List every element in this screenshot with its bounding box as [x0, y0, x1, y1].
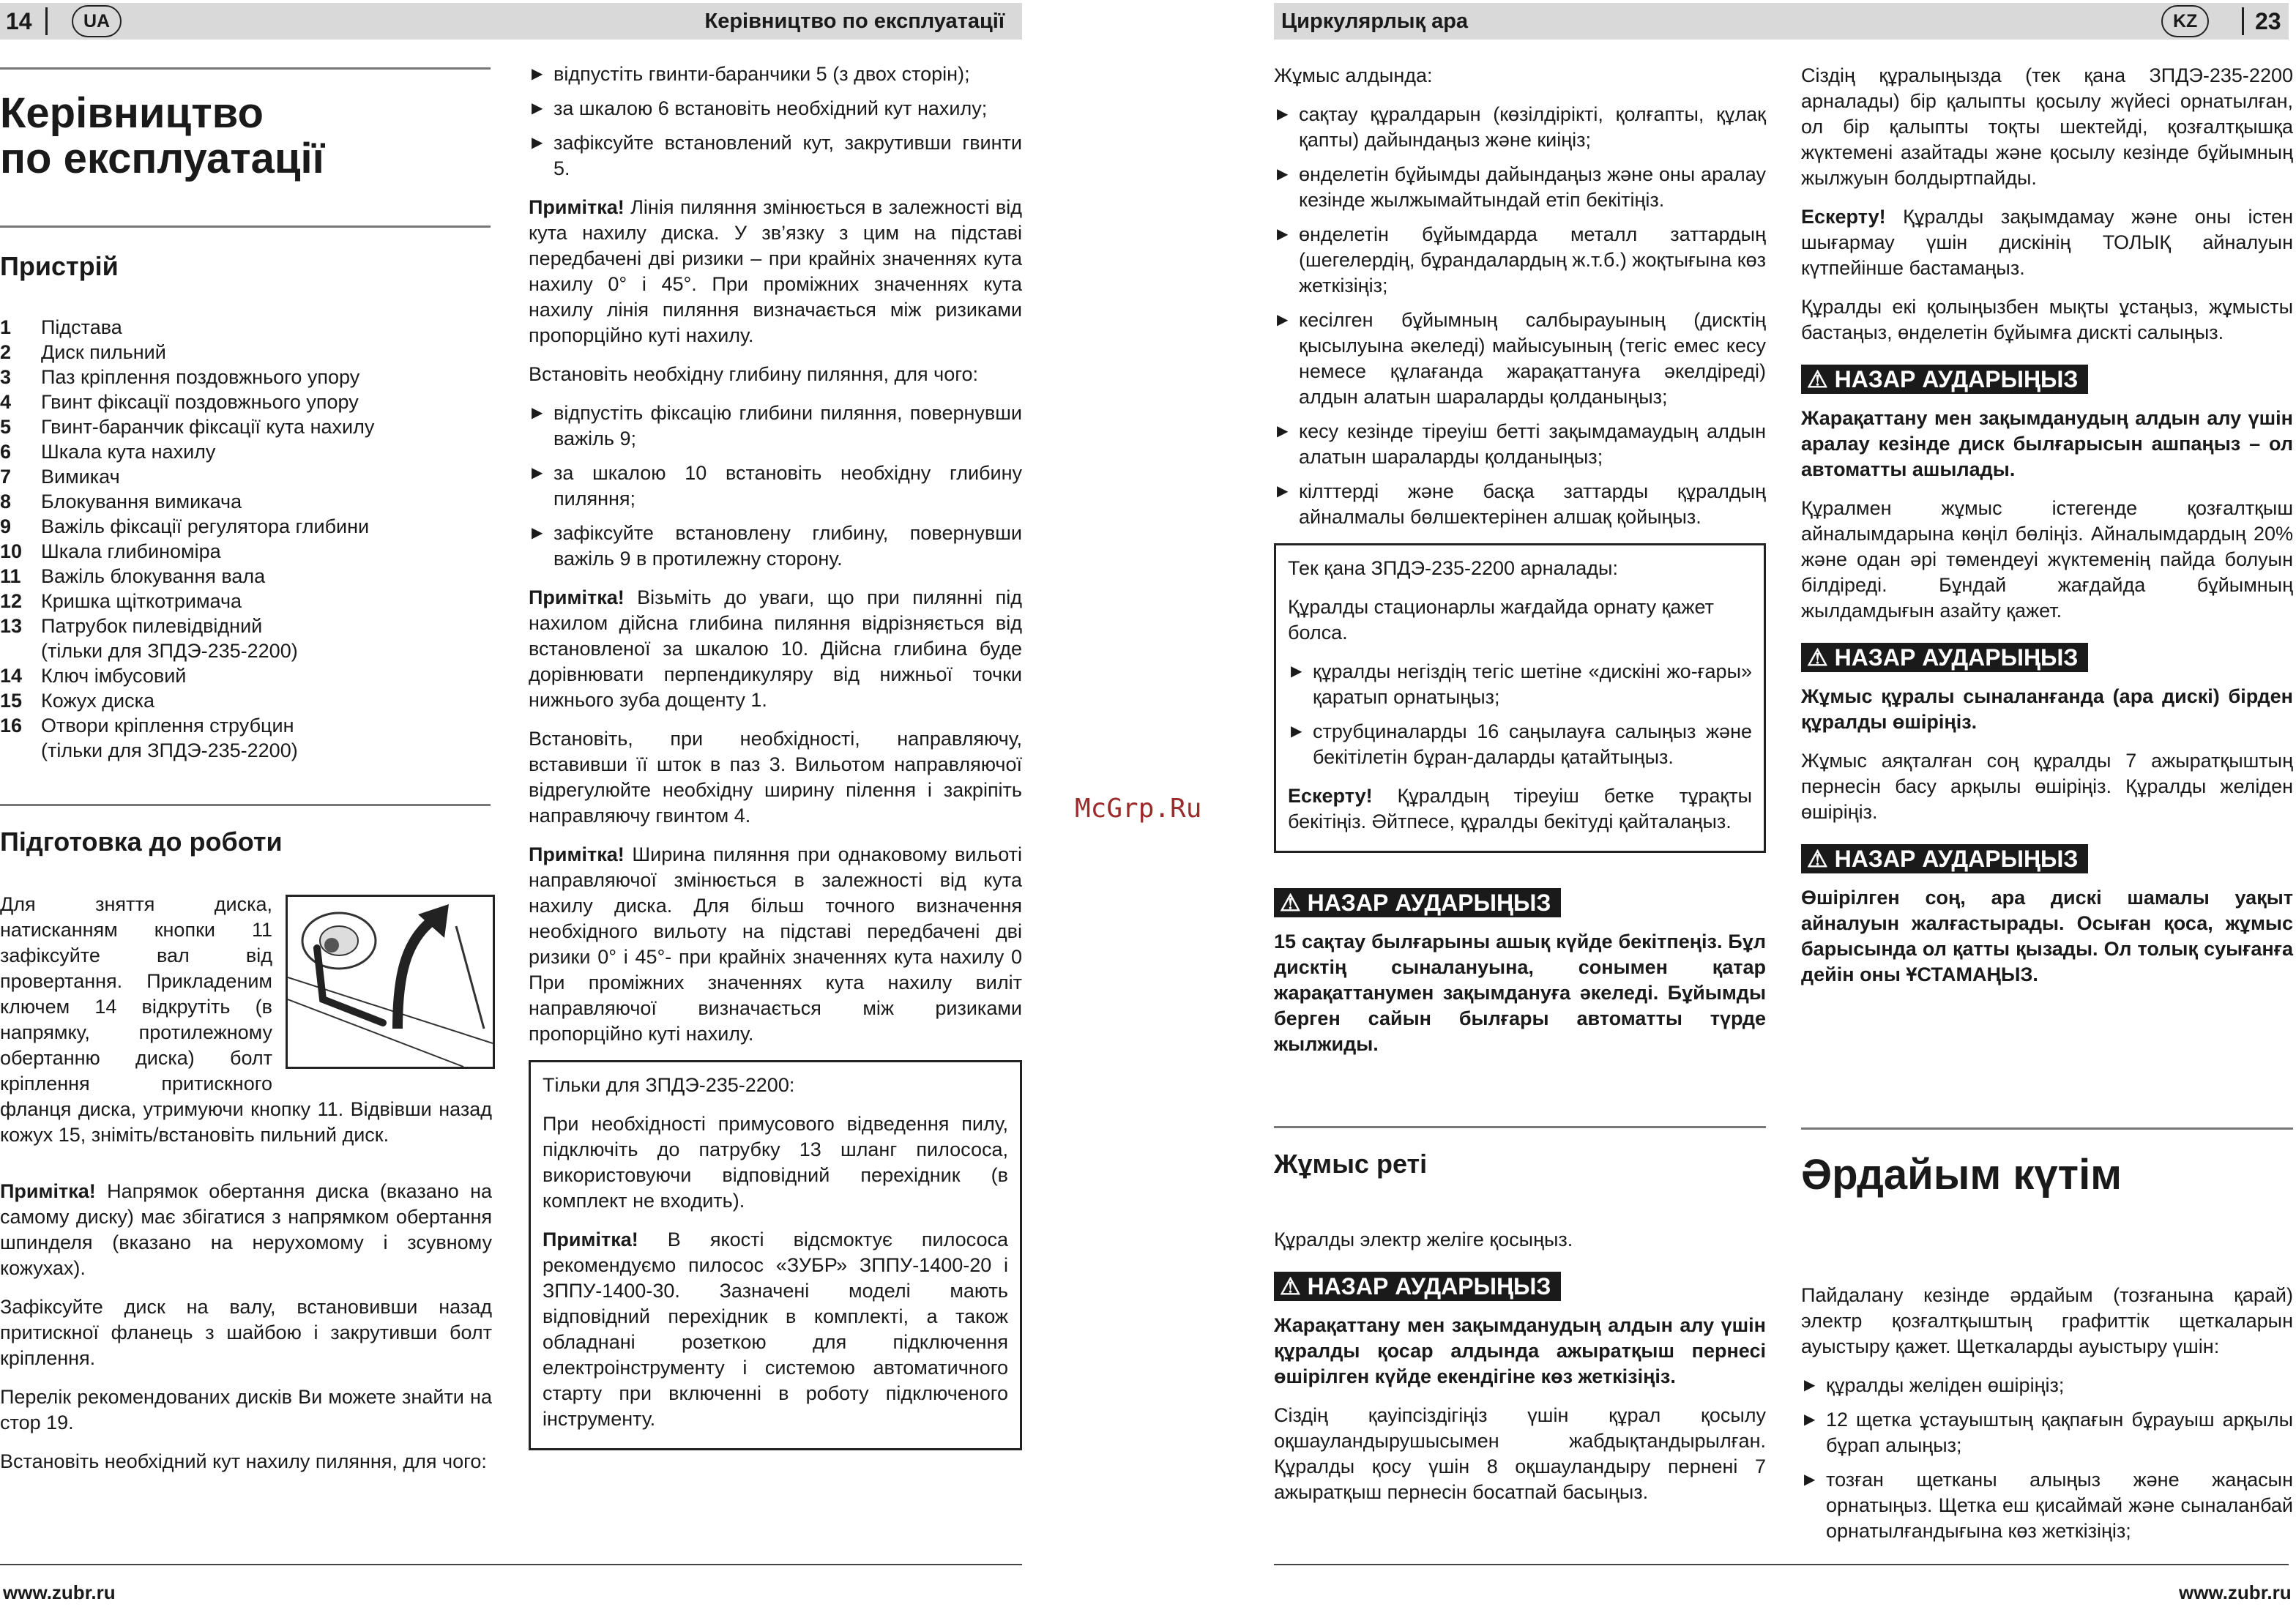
note-label: Примітка! — [529, 586, 625, 608]
part-label: Кришка щіткотримача — [41, 590, 242, 612]
list-item — [1288, 659, 1752, 710]
work-paragraph-1: Құралды электр желіге қосыңыз. — [1274, 1229, 1573, 1250]
part-number: 14 — [0, 665, 23, 687]
warning-icon: ⚠ — [1280, 890, 1301, 916]
part-label: Шкала глибиноміра — [41, 540, 221, 562]
warning-2-text: Жарақаттану мен зақымданудың алдын алу үшін құралды қосар алдында ажыратқыш пернесі өшірілген күйде екендігіне көз жеткізіңіз. — [1274, 1314, 1766, 1387]
care-paragraph-1: Пайдалану кезінде әрдайым (тозғанына қарай) электр қозғалтқыштың графиттік щеткаларын ауыстыру қажет. Щеткаларды ауыстыру үшін: — [1801, 1284, 2293, 1357]
left-page-number: 14 — [6, 8, 32, 34]
list-item-text: өнделетін бұйымды дайындаңыз және оны аралау кезінде жылжымайтындай етіп бекітіңіз. — [1299, 163, 1766, 211]
part-number: 8 — [0, 491, 12, 512]
depth-steps — [529, 400, 1022, 572]
warning-banner — [1801, 365, 2088, 394]
parts-list — [0, 315, 491, 763]
stationary-mount-box — [1274, 543, 1766, 853]
note-label: Примітка! — [529, 843, 625, 865]
part-label: Гвинт фіксації поздовжнього упору — [41, 391, 359, 413]
box-steps — [1288, 659, 1752, 770]
part-number: 4 — [0, 391, 12, 413]
list-item — [529, 130, 1022, 182]
list-item — [1274, 102, 1766, 153]
c2-paragraph-2: Құралды екі қолыңызбен мықты ұстаңыз, жұмысты бастаңыз, өнделетін бұйымға дискті салыңыз. — [1801, 296, 2293, 343]
bullet-icon: ▶ — [532, 100, 543, 116]
parts-list-item — [0, 688, 491, 713]
part-label: Диск пильний — [41, 341, 166, 363]
list-item — [1274, 307, 1766, 410]
prep-paragraph-4: Перелік рекомендованих дисків Ви можете знайти на стор 19. — [0, 1386, 492, 1434]
part-number: 6 — [0, 441, 12, 463]
watermark: McGrp.Ru — [1075, 794, 1202, 824]
part-number — [0, 638, 41, 663]
prep-paragraph-3: Зафіксуйте диск на валу, встановивши назад притискної фланець з шайбою і закрутивши болт кріплення. — [0, 1296, 492, 1369]
list-item — [1801, 1373, 2293, 1398]
angle-steps — [529, 61, 1022, 182]
list-item — [1274, 479, 1766, 530]
list-item — [529, 521, 1022, 572]
page-title-line2: по експлуатації — [0, 135, 324, 182]
warning-label: НАЗАР АУДАРЫҢЫЗ — [1307, 1273, 1551, 1300]
part-number: 9 — [0, 515, 12, 537]
warning-3-text: Жарақаттану мен зақымданудың алдын алу үшін аралау кезінде диск былғарысын ашпаңыз – ол автоматты ашылады. — [1801, 407, 2293, 480]
list-item — [529, 61, 1022, 87]
box-title: Тільки для ЗПДЭ-235-2200: — [543, 1074, 795, 1096]
box-paragraph: Құралды стационарлы жағдайда орнату қажет болса. — [1288, 596, 1714, 644]
work-paragraph-2: Сіздің қауіпсіздігіңіз үшін құрал қосылу оқшауландырушысымен жабдықтандырылған. Құралды қосу үшін 8 оқшауландыру пернені 7 ажыратқыш пернесін босатпай басыңыз. — [1274, 1404, 1766, 1503]
work-heading: Жұмыс реті — [1274, 1149, 1428, 1179]
part-number: 13 — [0, 615, 23, 637]
right-footer-url[interactable]: www.zubr.ru — [2179, 1581, 2292, 1603]
c2-paragraph-1: Сіздің құралыңызда (тек қана ЗПДЭ-235-2200 арналады) бір қалыпты қосылу жүйесі орнатылған, ол бір қалыпты тоқты шектейді, қозғалтқышқа жүктемені азайтады және қосылу кезінде бұйымның жылжуын болдыртпайды. — [1801, 64, 2293, 189]
box-note — [1288, 783, 1752, 835]
part-label: Патрубок пилевідвідний — [41, 615, 263, 637]
care-steps — [1801, 1373, 2293, 1544]
warning-label: НАЗАР АУДАРЫҢЫЗ — [1307, 890, 1551, 916]
part-label: Ключ імбусовий — [41, 665, 187, 687]
warning-icon: ⚠ — [1807, 644, 1828, 671]
parts-list-item — [0, 713, 491, 738]
prep-heading: Підготовка до роботи — [0, 827, 283, 857]
part-label: Шкала кута нахилу — [41, 441, 216, 463]
note-text: Лінія пиляння змінюється в залежності від кута нахилу диска. У зв’язку з цим на підставі передбачені дві ризики – при крайніх значеннях кута нахилу 0° і 45°. При проміжних значеннях кута нахилу лінія пиляння визначається між ризиками пропорційно куті нахилу. — [529, 196, 1022, 346]
box-note — [543, 1227, 1008, 1432]
prep-rule — [0, 804, 491, 806]
mid-note-2 — [529, 585, 1022, 713]
care-rule — [1801, 1127, 2293, 1130]
list-item — [1274, 222, 1766, 299]
list-item-text: зафіксуйте встановлену глибину, повернувши важіль 9 в протилежну сторону. — [554, 522, 1022, 570]
bullet-icon: ▶ — [532, 405, 543, 421]
right-separator — [2242, 7, 2244, 35]
left-separator — [45, 7, 48, 35]
list-item-text: құралды негіздің тегіс шетіне «дискіні жо-ғары» қаратып орнатыңыз; — [1313, 660, 1752, 708]
list-item-text: тозған щетканы алыңыз және жаңасын орнатыңыз. Щетка еш қисаймай және сыналанбай орнатылғандығына көз жеткізіңіз; — [1826, 1469, 2293, 1542]
parts-list-item — [0, 663, 491, 688]
title-rule-left — [0, 67, 491, 70]
warning-icon: ⚠ — [1807, 366, 1828, 392]
warning-icon: ⚠ — [1807, 846, 1828, 872]
bullet-icon: ▶ — [532, 135, 543, 151]
left-column-text — [0, 892, 492, 1161]
warning-banner — [1801, 643, 2088, 672]
parts-list-item — [0, 539, 491, 564]
warning-banner — [1274, 888, 1561, 917]
part-label: (тільки для ЗПДЭ-235-2200) — [41, 640, 298, 662]
part-number: 3 — [0, 366, 12, 388]
part-label: Паз кріплення поздовжнього упору — [41, 366, 360, 388]
list-item-text: відпустіть гвинти-баранчики 5 (з двох сторін); — [554, 63, 970, 85]
warning-4-text: Жұмыс құралы сыналанғанда (ара дискі) бірден құралды өшіріңіз. — [1801, 685, 2293, 733]
bullet-icon: ▶ — [1277, 312, 1289, 328]
list-item-text: кесу кезінде тіреуіш бетті зақымдамаудың алдын алатын шараларды қолданыңыз; — [1299, 420, 1766, 468]
warning-label: НАЗАР АУДАРЫҢЫЗ — [1834, 846, 2079, 872]
right-header-title: Циркулярлық ара — [1281, 10, 1469, 33]
prep-note — [0, 1179, 492, 1281]
left-page — [0, 0, 1025, 1618]
page-title-line1: Керівництво — [0, 89, 264, 137]
bullet-icon: ▶ — [1804, 1377, 1816, 1393]
left-header-title: Керівництво по експлуатації — [704, 10, 1004, 33]
prep-text-1: Для зняття диска, натисканням кнопки 11 зафіксуйте вал від провертання. Прикладеним ключем 14 відкрутіть (в напрямку, протилежному обертанню диска) болт кріплення притискного фланця диска, утримуючи кнопку 11. Відвівши назад кожух 15, зніміть/встановіть пильний диск. — [0, 893, 492, 1146]
parts-list-item — [0, 638, 491, 663]
note-text: В якості відсмоктує пилососа рекомендуємо пилосос «ЗУБР» ЗППУ-1400-20 і ЗППУ-1400-30. Зазначені моделі мають відповідний перехідник в комплекті, а також обладнані розеткою для підключення електроінструменту і системою автоматичного старту при включенні в роботу підключеного інструменту. — [543, 1229, 1008, 1430]
bullet-icon: ▶ — [1277, 483, 1289, 499]
figure-float-spacer — [272, 892, 492, 1073]
parts-list-item — [0, 389, 491, 414]
lang-badge-ua: UA — [72, 5, 122, 37]
list-item — [1801, 1467, 2293, 1544]
device-heading: Пристрій — [0, 251, 119, 281]
warning-label: НАЗАР АУДАРЫҢЫЗ — [1834, 644, 2079, 671]
note-text: Ширина пиляння при однаковому вильоті направляючої змінюється в залежності від кута нахилу диска. Для більш точного визначення необхідного вильоту на підставі передбачені дві ризики 0° і 45°- при крайніх значеннях кута нахилу 0 При проміжних значеннях кута нахилу виліт направляючої визначається між ризиками пропорційно куті нахилу. — [529, 843, 1022, 1045]
warning-banner — [1274, 1272, 1561, 1301]
right-column-2b — [1801, 1283, 2293, 1557]
prep-paragraph-5: Встановіть необхідний кут нахилу пиляння, для чого: — [0, 1450, 487, 1472]
left-footer-rule — [0, 1564, 1022, 1565]
list-item — [529, 400, 1022, 452]
bullet-icon: ▶ — [1291, 663, 1302, 679]
c2-paragraph-3: Құралмен жұмыс істегенде қозғалтқыш айналымдарына көңіл бөліңіз. Айналымдардың 20% және одан әрі төмендеуі жүктеменің пайда болуын білдіреді. Бұндай жағдайда бұйымның жылдамдығын азайту қажет. — [1801, 497, 2293, 622]
parts-list-item — [0, 738, 491, 763]
bullet-icon: ▶ — [1804, 1412, 1816, 1428]
list-item-text: құралды желіден өшіріңіз; — [1826, 1374, 2065, 1396]
list-item-text: за шкалою 10 встановіть необхідну глибину пиляння; — [554, 462, 1022, 510]
part-number: 1 — [0, 316, 12, 338]
part-label: Важіль блокування вала — [41, 565, 266, 587]
right-column-1b — [1274, 1227, 1766, 1518]
care-title: Әрдайым күтім — [1801, 1151, 2122, 1198]
parts-list-item — [0, 315, 491, 340]
list-item-text: сақтау құралдарын (көзілдірікті, қолғапты, құлақ қапты) дайындаңыз және киіңіз; — [1299, 103, 1766, 151]
list-item-text: кесілген бұйымның салбырауының (дисктің қысылуына әкеледі) майысуының (тегіс емес кесу немесе құлағанда жарақаттануға әкелдіреді) алдын алатын шараларды қолданыңыз; — [1299, 309, 1766, 408]
right-footer-rule — [1274, 1564, 2289, 1565]
bullet-icon: ▶ — [532, 66, 543, 82]
part-number: 16 — [0, 715, 23, 737]
parts-list-item — [0, 564, 491, 589]
list-item — [1274, 162, 1766, 213]
list-item-text: відпустіть фіксацію глибини пиляння, повернувши важіль 9; — [554, 402, 1022, 450]
note-label: Ескерту! — [1288, 785, 1373, 807]
parts-list-item — [0, 365, 491, 389]
note-text: Құралды зақымдамау және оны істен шығармау үшін дискінің ТОЛЫҚ айналуын күтпейінше бастамаңыз. — [1801, 206, 2293, 279]
mid-note-3 — [529, 842, 1022, 1047]
c2-note — [1801, 204, 2293, 281]
left-column-text-2 — [0, 1179, 492, 1488]
work-rule — [1274, 1126, 1766, 1128]
list-item-text: кілттерді және басқа заттарды құралдың айналмалы бөлшектерінен алшақ қойыңыз. — [1299, 480, 1766, 528]
bullet-icon: ▶ — [532, 465, 543, 481]
middle-column — [529, 61, 1022, 1450]
list-item-text: зафіксуйте встановлений кут, закрутивши гвинти 5. — [554, 132, 1022, 179]
note-text: Візьміть до уваги, що при пилянні під нахилом дійсна глибина пиляння відрізняється від встановленої за шкалою 10. Дійсна глибина буде дорівнювати перпендикуляру від нижньої точки нижнього зуба дощенту 1. — [529, 586, 1022, 711]
note-label: Примітка! — [529, 196, 625, 218]
bullet-icon: ▶ — [1291, 723, 1302, 739]
bullet-icon: ▶ — [1277, 166, 1289, 182]
note-label: Примітка! — [0, 1180, 96, 1202]
part-number: 2 — [0, 341, 12, 363]
c2-paragraph-4: Жұмыс аяқталған соң құралды 7 ажыратқыштың пернесін басу арқылы өшіріңіз. Құралды желіден өшіріңіз. — [1801, 750, 2293, 823]
list-item-text: струбциналарды 16 саңылауға салыңыз және бекітілетін бұран-даларды қатайтыңыз. — [1313, 720, 1752, 768]
part-number: 15 — [0, 690, 23, 712]
bullet-icon: ▶ — [1277, 106, 1289, 122]
lang-badge-kz: KZ — [2161, 5, 2209, 37]
box-paragraph: При необхідності примусового відведення пилу, підключіть до патрубку 13 шланг пилососа, використовуючи відповідний перехідник (в комплект не входить). — [543, 1113, 1008, 1212]
part-number: 12 — [0, 590, 23, 612]
list-item — [529, 96, 1022, 122]
page-title — [0, 91, 491, 182]
part-number: 5 — [0, 416, 12, 438]
parts-list-item — [0, 340, 491, 365]
parts-list-item — [0, 414, 491, 439]
list-item — [1274, 419, 1766, 470]
parts-list-item — [0, 439, 491, 464]
right-header-bar — [1274, 3, 2289, 40]
list-item — [1801, 1407, 2293, 1458]
bullet-icon: ▶ — [1277, 226, 1289, 242]
bullet-icon: ▶ — [1277, 423, 1289, 439]
box-title: Тек қана ЗПДЭ-235-2200 арналады: — [1288, 557, 1618, 579]
part-label: Підстава — [41, 316, 122, 338]
bullet-icon: ▶ — [1804, 1472, 1816, 1488]
mid-guide-paragraph: Встановіть, при необхідності, направляючу, вставивши її шток в паз 3. Вильотом направляючої відрегулюйте необхідну ширину пілення і закріпіть направляючу гвинтом 4. — [529, 728, 1022, 827]
note-text: Напрямок обертання диска (вказано на самому диску) має збігатися з напрямком обертання шпинделя (вказано на нерухомому і зсувному кожухах). — [0, 1180, 492, 1279]
parts-list-item — [0, 614, 491, 638]
list-item-text: 12 щетка ұстауыштың қақпағын бұрауыш арқылы бұрап алыңыз; — [1826, 1409, 2293, 1456]
parts-list-item — [0, 589, 491, 614]
intro: Жұмыс алдында: — [1274, 64, 1433, 86]
warning-1-text: 15 сақтау былғарыны ашық күйде бекітпеңіз. Бұл дисктің сыналануына, сонымен қатар жарақаттанумен зақымдануға әкеледі. Бұйымды берген сайын былғары автоматты түрде жылжиды. — [1274, 931, 1766, 1055]
mid-note-1 — [529, 195, 1022, 348]
part-label: Вимикач — [41, 466, 120, 488]
parts-list-item — [0, 464, 491, 489]
warning-icon: ⚠ — [1280, 1273, 1301, 1300]
part-number — [0, 738, 41, 763]
note-text: Құралдың тіреуіш бетке тұрақты бекітіңіз. Әйтпесе, құралды бекітуді қайталаңыз. — [1288, 785, 1752, 832]
warning-banner — [1801, 844, 2088, 873]
part-label: Отвори кріплення струбцин — [41, 715, 294, 737]
part-number: 10 — [0, 540, 23, 562]
note-label: Примітка! — [543, 1229, 638, 1250]
warning-5-text: Өшірілген соң, ара дискі шамалы уақыт айналуын жалғастырады. Осыған қоса, жұмыс барысында ол қатты қызады. Ол толық суығанға дейін оны ҰСТАМАҢЫЗ. — [1801, 887, 2293, 985]
right-column-1 — [1274, 63, 1766, 1070]
dust-extraction-box — [529, 1060, 1022, 1450]
list-item — [1288, 719, 1752, 770]
list-item-text: за шкалою 6 встановіть необхідний кут нахилу; — [554, 97, 988, 119]
warning-label: НАЗАР АУДАРЫҢЫЗ — [1834, 366, 2079, 392]
list-item-text: өнделетін бұйымдарда металл заттардың (шегелердің, бұрандалардың ж.т.б.) жоқтығына көз жеткізіңіз; — [1299, 223, 1766, 297]
part-number: 7 — [0, 466, 12, 488]
prep-paragraph-1 — [0, 892, 492, 1148]
left-header-bar — [0, 3, 1022, 40]
part-label: Гвинт-баранчик фіксації кута нахилу — [41, 416, 375, 438]
device-rule — [0, 225, 491, 228]
parts-list-item — [0, 489, 491, 514]
note-label: Ескерту! — [1801, 206, 1886, 228]
right-page-number: 23 — [2255, 8, 2281, 34]
left-footer-url[interactable]: www.zubr.ru — [3, 1581, 116, 1603]
part-label: (тільки для ЗПДЭ-235-2200) — [41, 739, 298, 761]
part-label: Важіль фіксації регулятора глибини — [41, 515, 370, 537]
right-column-2 — [1801, 63, 2293, 1001]
part-label: Блокування вимикача — [41, 491, 242, 512]
parts-list-item — [0, 514, 491, 539]
bullet-icon: ▶ — [532, 525, 543, 541]
part-label: Кожух диска — [41, 690, 155, 712]
right-page — [1274, 0, 2296, 1618]
prep-steps — [1274, 102, 1766, 530]
mid-depth-intro: Встановіть необхідну глибину пиляння, для чого: — [529, 363, 979, 385]
list-item — [529, 461, 1022, 512]
part-number: 11 — [0, 565, 21, 587]
